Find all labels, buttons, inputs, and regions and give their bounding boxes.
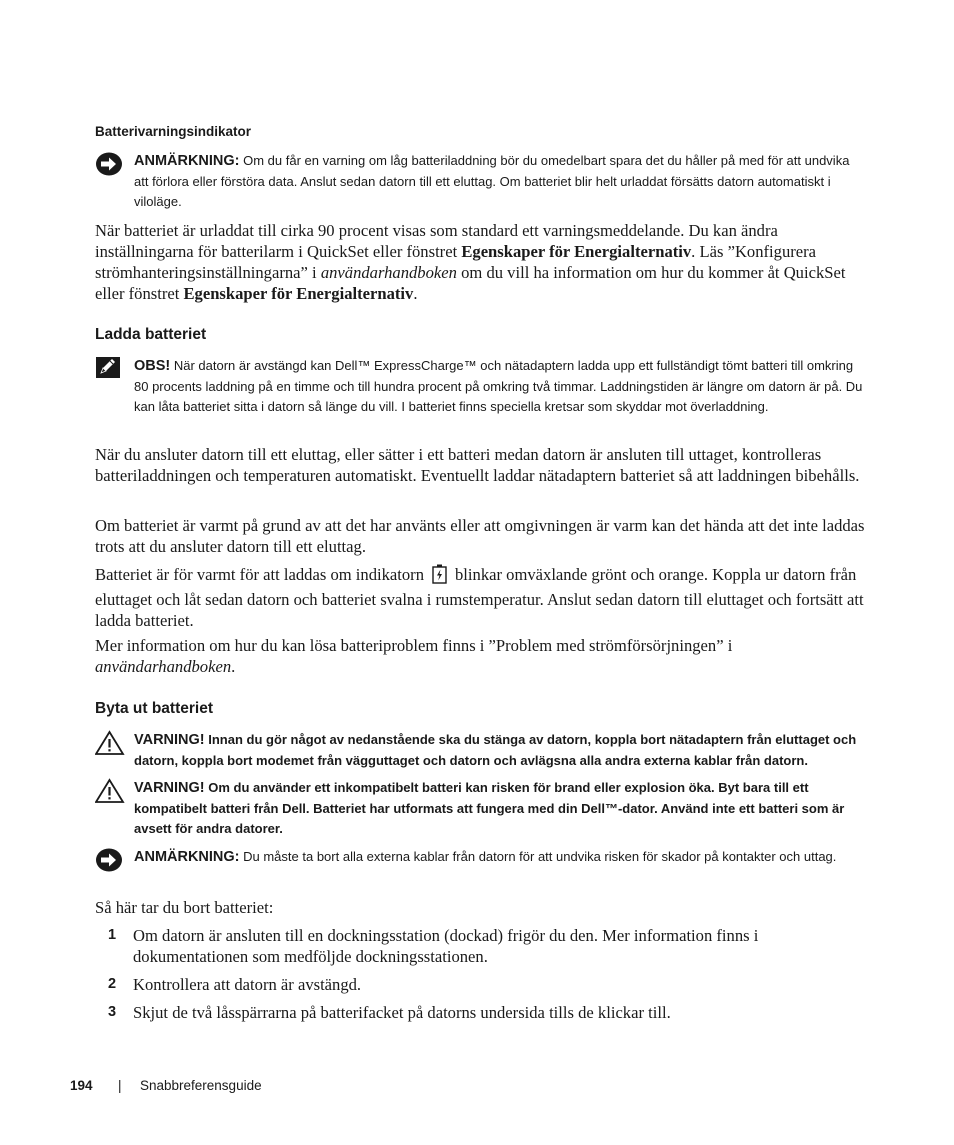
warning-label: VARNING!	[134, 732, 205, 748]
para-text: . Läs ”Konfigurera strömhanteringsinställningarna” i	[95, 242, 817, 282]
note-pencil-icon	[95, 356, 125, 382]
notice-battery-warning	[95, 151, 865, 213]
notice-text: Om du får en varning om låg batteriladdning bör du omedelbart spara det du håller på med för att undvika att förlora eller förstöra data. Anslut sedan datorn till ett eluttag. Om batteriet blir helt urladdat försätts datorn automatiskt i viloläge.	[134, 153, 850, 209]
notice-external-cables	[95, 847, 865, 868]
note-text: När datorn är avstängd kan Dell™ ExpressCharge™ och nätadaptern ladda upp ett fullständigt tömt batteri till omkring 80 procents laddning på en timme och till hundra procent på omkring två timmar. Laddningstiden är längre om datorn är på. Du kan låta batteriet sitta i datorn så länge du vill. I batteriet finns speciella kretsar som skyddar mot överladdning.	[134, 358, 863, 414]
warning-triangle-icon	[95, 778, 125, 804]
section-heading-charge-battery: Ladda batteriet	[95, 326, 207, 343]
notice-label: ANMÄRKNING:	[134, 849, 240, 865]
footer-title: Snabbreferensguide	[140, 1078, 262, 1093]
step-text: Kontrollera att datorn är avstängd.	[133, 975, 362, 994]
warning-text: Om du använder ett inkompatibelt batteri kan risken för brand eller explosion öka. Byt bara till ett kompatibelt batteri från Dell. Batteriet har utformats att fungera med din Dell™-dator. Använd inte ett batteri som är avsett för andra datorer.	[134, 780, 845, 836]
note-label: OBS!	[134, 358, 171, 374]
warning-label: VARNING!	[134, 780, 205, 796]
list-item-step-1	[95, 925, 865, 967]
list-item-step-3	[95, 1002, 865, 1023]
note-expresscharge	[95, 356, 865, 418]
para-text: om du vill ha information om hur du kommer åt QuickSet eller fönstret	[95, 263, 846, 303]
section-heading-battery-warning: Batterivarningsindikator	[95, 124, 252, 139]
warning-text: Innan du gör något av nedanstående ska du stänga av datorn, koppla bort nätadaptern från eluttaget och datorn, koppla bort modemet från vägguttaget och datorn och avlägsna alla andra externa kablar från datorn.	[134, 732, 857, 768]
warning-triangle-icon	[95, 730, 125, 756]
para-text: När batteriet är urladdat till cirka 90 procent visas som standard ett varningsmeddelande. Du kan ändra inställningarna för batterilarm i QuickSet eller fönstret	[95, 221, 778, 261]
para-text: Batteriet är för varmt för att laddas om indikatorn	[95, 565, 424, 584]
para-bold: Egenskaper för Energialternativ	[183, 284, 414, 303]
warning-power-off	[95, 730, 865, 771]
para-text: Mer information om hur du kan lösa batteriproblem finns i ”Problem med strömförsörjningen” i	[95, 636, 733, 655]
step-number: 3	[108, 1004, 117, 1020]
paragraph-more-info	[95, 635, 865, 677]
para-text: blinkar omväxlande grönt och orange. Koppla ur datorn från eluttaget och låt sedan datorn och batteriet svalna i rumstemperatur. Anslut sedan datorn till eluttaget och fortsätt att ladda batteriet.	[95, 565, 864, 630]
step-text: Om datorn är ansluten till en dockningsstation (dockad) frigör du den. Mer information finns i dokumentationen som medföljde dockningsstationen.	[133, 926, 759, 966]
footer-separator: |	[118, 1078, 122, 1093]
para-italic: användarhandboken	[320, 263, 457, 282]
paragraph-warm-battery: Om batteriet är varmt på grund av att det har använts eller att omgivningen är varm kan det hända att det inte laddas trots att du ansluter datorn till ett eluttag.	[95, 516, 865, 556]
notice-label: ANMÄRKNING:	[134, 153, 240, 169]
step-number: 2	[108, 976, 117, 992]
notice-arrow-icon	[95, 151, 125, 177]
para-text: .	[231, 657, 236, 676]
step-text: Skjut de två låsspärrarna på batterifacket på datorns undersida tills de klickar till.	[133, 1003, 671, 1022]
para-text: .	[413, 284, 418, 303]
paragraph-too-hot	[95, 564, 865, 631]
paragraph-charging-auto: När du ansluter datorn till ett eluttag, eller sätter i ett batteri medan datorn är ansluten till uttaget, kontrolleras batteriladdningen och temperaturen automatiskt. Eventuellt laddar nätadaptern batteriet så att laddningen bibehålls.	[95, 445, 860, 485]
step-number: 1	[108, 927, 117, 943]
paragraph-battery-alarm	[95, 220, 865, 304]
notice-arrow-icon	[95, 847, 125, 873]
para-bold: Egenskaper för Energialternativ	[461, 242, 692, 261]
list-item-step-2	[95, 974, 865, 995]
paragraph-remove-intro: Så här tar du bort batteriet:	[95, 898, 274, 917]
battery-charge-indicator-icon	[432, 564, 447, 589]
page-number: 194	[70, 1078, 93, 1093]
warning-incompatible-battery	[95, 778, 865, 840]
para-italic: användarhandboken	[95, 657, 232, 676]
notice-text: Du måste ta bort alla externa kablar från datorn för att undvika risken för skador på kontakter och uttag.	[239, 849, 837, 864]
section-heading-replace-battery: Byta ut batteriet	[95, 700, 213, 717]
